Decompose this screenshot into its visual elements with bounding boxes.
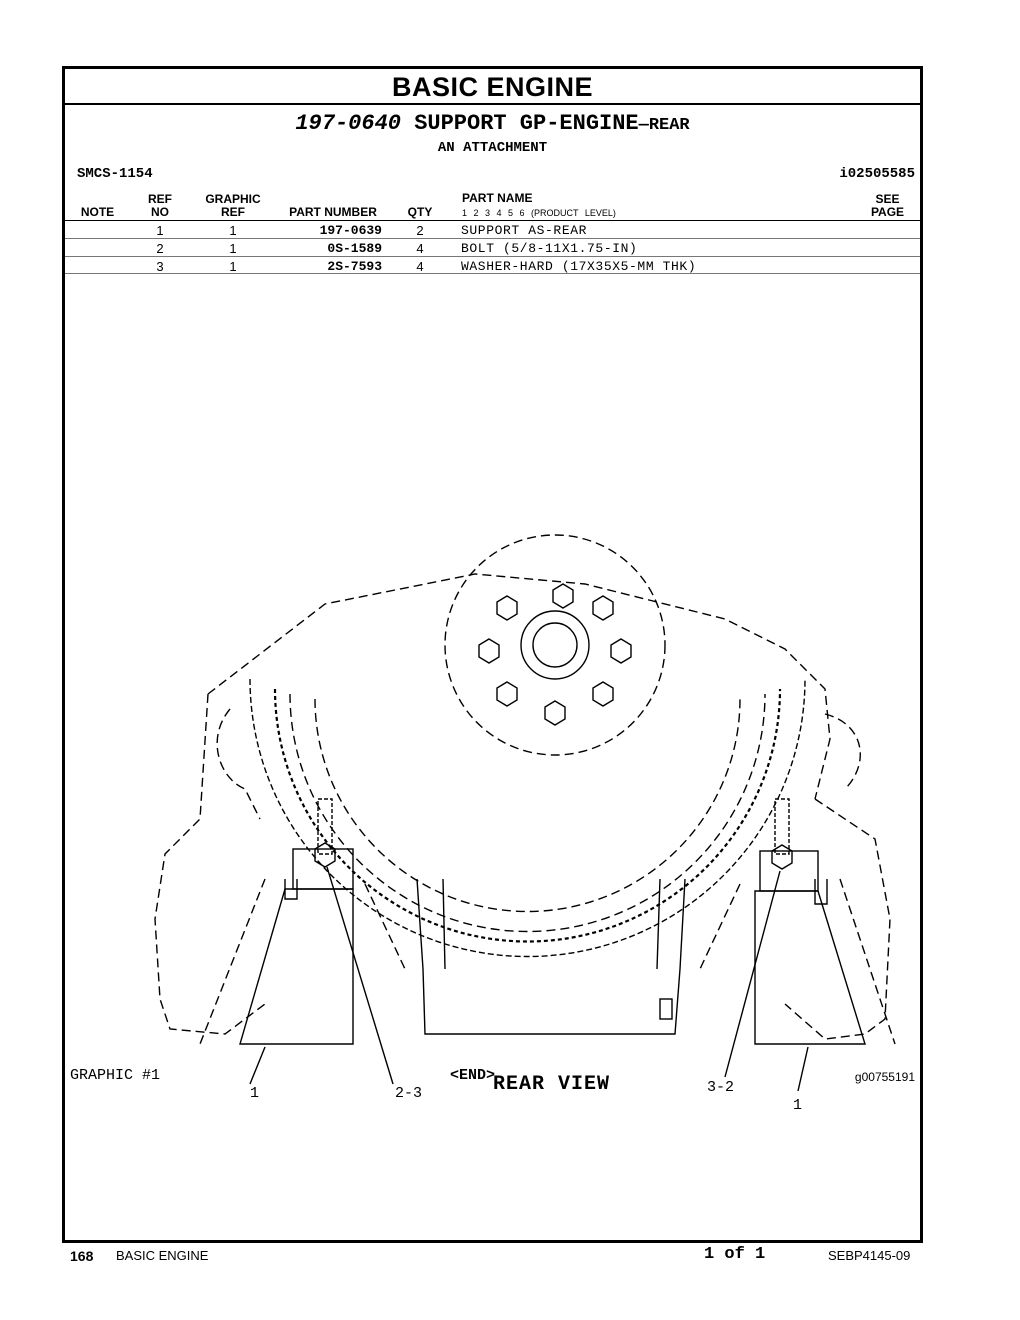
col-part-number: PART NUMBER [289,205,377,219]
flywheel-housing-arc [250,679,805,957]
col-see-page: SEE PAGE [870,192,905,219]
col-qty: QTY [407,205,433,219]
document-number: SEBP4145-09 [828,1248,911,1263]
section-title: BASIC ENGINE [65,69,920,105]
page-number: 168 [70,1248,94,1264]
table-row: 3 1 2S-7593 4 WASHER-HARD (17X35X5-MM THK) [156,259,697,274]
callout-3-2: 3-2 [707,1079,735,1096]
col-part-name: PART NAME [462,191,533,205]
group-name: SUPPORT GP-ENGINE [414,111,639,136]
callout-1-left: 1 [250,1085,260,1102]
flywheel [445,535,665,755]
right-support [700,799,895,1044]
view-label: REAR VIEW [493,1073,611,1096]
page-of: 1 of 1 [704,1245,766,1264]
flywheel-bolts [479,584,631,725]
rear-view-drawing [125,499,905,1119]
left-support [200,799,405,1044]
table-row: 1 1 197-0639 2 SUPPORT AS-REAR [156,223,588,238]
parts-page-frame [62,66,923,1243]
table-row: 2 1 0S-1589 4 BOLT (5/8-11X1.75-IN) [156,241,638,256]
sump [417,879,685,1034]
callout-2-3: 2-3 [395,1085,423,1102]
attachment-label: AN ATTACHMENT [437,140,548,156]
leader-3-2 [725,871,780,1077]
col-note: NOTE [80,205,115,219]
graphic-number: GRAPHIC #1 [70,1067,161,1084]
row-rule [65,273,920,274]
col-ref: REF NO [148,192,172,219]
col-product-levels: 1 2 3 4 5 6 (PRODUCT LEVEL) [462,208,616,218]
group-suffix: —REAR [638,116,690,135]
graphic-id: g00755191 [854,1070,915,1084]
smcs-code: SMCS-1154 [77,166,153,182]
end-marker: <END> [450,1067,496,1084]
group-heading [65,111,920,136]
group-part-number: 197-0640 [295,111,401,136]
footer-section: BASIC ENGINE [116,1248,209,1263]
col-graphic-ref: GRAPHIC REF [205,192,261,219]
leader-1-left [250,1047,265,1084]
leader-1-right [798,1047,808,1091]
callout-1-right: 1 [793,1097,803,1114]
info-id: i02505585 [839,166,915,182]
